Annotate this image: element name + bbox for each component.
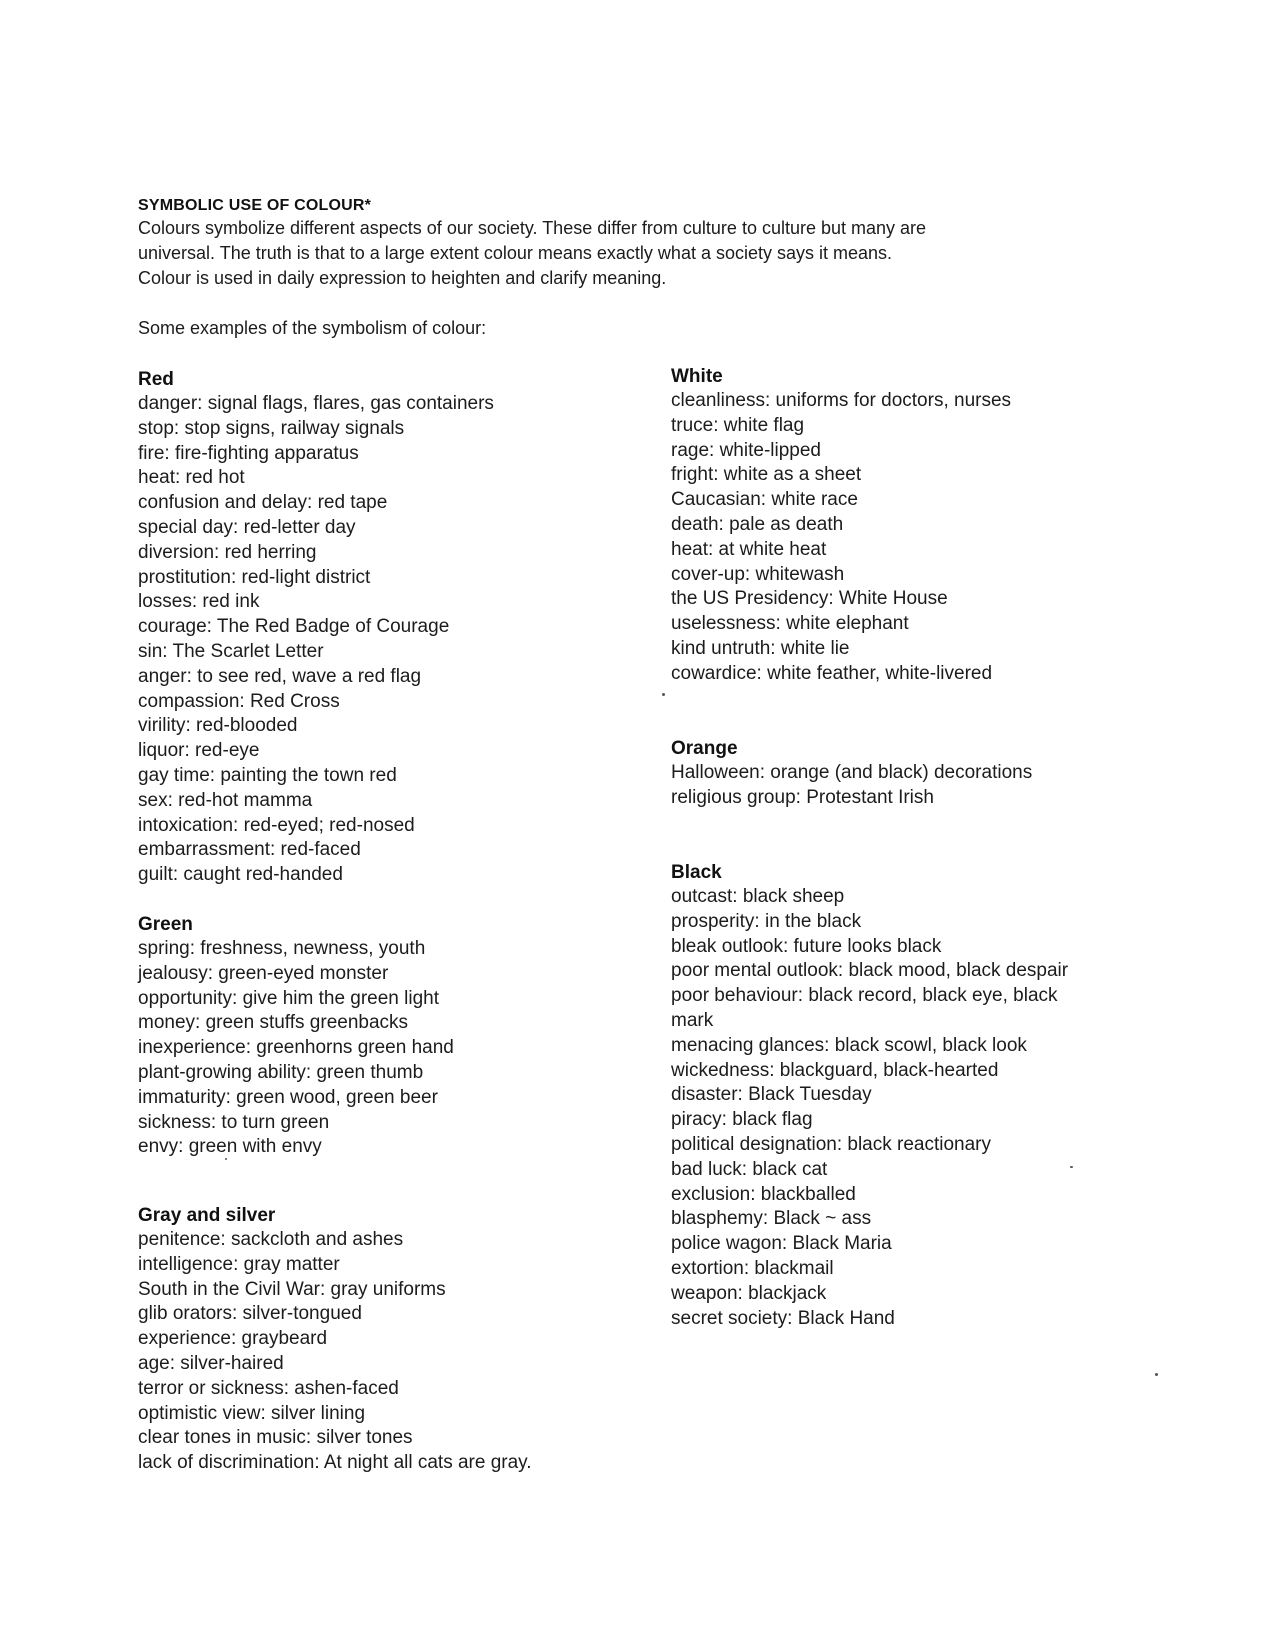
- list-item: opportunity: give him the green light: [138, 987, 440, 1009]
- list-item: rage: white-lipped: [671, 439, 821, 461]
- list-item: fire: fire-fighting apparatus: [138, 442, 359, 464]
- list-item: optimistic view: silver lining: [138, 1402, 366, 1424]
- list-item: political designation: black reactionary: [671, 1133, 992, 1155]
- intro-line: universal. The truth is that to a large extent colour means exactly what a society says it means.: [138, 243, 893, 263]
- scan-speck: [662, 693, 665, 696]
- section-orange: [671, 736, 1032, 811]
- list-item: liquor: red-eye: [138, 740, 260, 762]
- list-item: losses: red ink: [138, 591, 260, 613]
- list-item: immaturity: green wood, green beer: [138, 1086, 438, 1108]
- list-item: poor mental outlook: black mood, black despair: [671, 960, 1069, 982]
- list-item: bad luck: black cat: [671, 1158, 828, 1180]
- list-item: plant-growing ability: green thumb: [138, 1061, 424, 1083]
- list-item: Halloween: orange (and black) decorations: [671, 762, 1033, 783]
- scan-speck: [1155, 1373, 1158, 1376]
- list-item: outcast: black sheep: [671, 886, 845, 907]
- section-heading-black: Black: [671, 862, 722, 883]
- entry-list-orange: [671, 761, 1032, 811]
- list-item: piracy: black flag: [671, 1109, 813, 1131]
- list-item: danger: signal flags, flares, gas containers: [138, 393, 494, 414]
- examples-lead: Some examples of the symbolism of colour:: [138, 318, 487, 338]
- list-item: guilt: caught red-handed: [138, 864, 343, 886]
- entry-list-white: [671, 389, 1011, 687]
- list-item: gay time: painting the town red: [138, 764, 397, 786]
- list-item: stop: stop signs, railway signals: [138, 417, 405, 439]
- list-item: diversion: red herring: [138, 541, 317, 563]
- list-item: prostitution: red-light district: [138, 566, 371, 588]
- entry-list-green: [138, 937, 454, 1160]
- list-item: envy: green with envy: [138, 1136, 322, 1158]
- list-item: heat: at white heat: [671, 538, 827, 560]
- list-item: extortion: blackmail: [671, 1257, 834, 1279]
- list-item: virility: red-blooded: [138, 715, 298, 737]
- list-item: confusion and delay: red tape: [138, 492, 388, 514]
- section-red: [138, 367, 494, 888]
- list-item: terror or sickness: ashen-faced: [138, 1377, 399, 1399]
- list-item: cover-up: whitewash: [671, 563, 845, 585]
- list-item: poor behaviour: black record, black eye, black mark: [671, 985, 1058, 1031]
- scan-speck: [225, 1158, 227, 1160]
- list-item: fright: white as a sheet: [671, 464, 862, 486]
- list-item: police wagon: Black Maria: [671, 1233, 892, 1255]
- list-item: sex: red-hot mamma: [138, 789, 313, 811]
- section-gray-and-silver: [138, 1203, 532, 1476]
- list-item: heat: red hot: [138, 467, 245, 489]
- list-item: South in the Civil War: gray uniforms: [138, 1278, 446, 1300]
- list-item: sin: The Scarlet Letter: [138, 640, 324, 662]
- list-item: embarrassment: red-faced: [138, 839, 361, 861]
- list-item: courage: The Red Badge of Courage: [138, 616, 450, 638]
- intro-paragraph: [138, 216, 1098, 291]
- list-item: lack of discrimination: At night all cats are gray.: [138, 1452, 532, 1474]
- list-item: jealousy: green-eyed monster: [138, 962, 389, 984]
- entry-list-black: [671, 885, 1101, 1331]
- list-item: glib orators: silver-tongued: [138, 1303, 362, 1325]
- list-item: anger: to see red, wave a red flag: [138, 665, 422, 687]
- list-item: the US Presidency: White House: [671, 588, 948, 610]
- list-item: religious group: Protestant Irish: [671, 786, 934, 808]
- list-item: intoxication: red-eyed; red-nosed: [138, 814, 415, 836]
- section-heading-white: White: [671, 366, 723, 387]
- list-item: money: green stuffs greenbacks: [138, 1012, 409, 1034]
- intro-line: Colours symbolize different aspects of our society. These differ from culture to culture but many are: [138, 218, 927, 238]
- list-item: disaster: Black Tuesday: [671, 1084, 872, 1106]
- section-heading-red: Red: [138, 369, 174, 390]
- list-item: intelligence: gray matter: [138, 1253, 340, 1275]
- list-item: kind untruth: white lie: [671, 637, 850, 659]
- section-black: [671, 860, 1101, 1331]
- list-item: death: pale as death: [671, 513, 844, 535]
- list-item: sickness: to turn green: [138, 1111, 330, 1133]
- list-item: age: silver-haired: [138, 1352, 284, 1374]
- entry-list-gray-and-silver: [138, 1228, 532, 1476]
- list-item: prosperity: in the black: [671, 910, 862, 932]
- list-item: blasphemy: Black ~ ass: [671, 1208, 872, 1230]
- list-item: special day: red-letter day: [138, 516, 356, 538]
- list-item: experience: graybeard: [138, 1328, 328, 1350]
- entry-list-red: [138, 392, 494, 888]
- list-item: cleanliness: uniforms for doctors, nurses: [671, 390, 1012, 411]
- section-heading-orange: Orange: [671, 738, 738, 759]
- list-item: wickedness: blackguard, black-hearted: [671, 1059, 999, 1081]
- section-heading-gray-and-silver: Gray and silver: [138, 1205, 276, 1226]
- list-item: bleak outlook: future looks black: [671, 935, 942, 957]
- list-item: spring: freshness, newness, youth: [138, 938, 426, 959]
- list-item: cowardice: white feather, white-livered: [671, 662, 993, 684]
- list-item: truce: white flag: [671, 414, 805, 436]
- section-white: [671, 364, 1011, 687]
- list-item: Caucasian: white race: [671, 489, 858, 511]
- list-item: compassion: Red Cross: [138, 690, 340, 712]
- intro-line: Colour is used in daily expression to heighten and clarify meaning.: [138, 268, 667, 288]
- list-item: menacing glances: black scowl, black look: [671, 1034, 1027, 1056]
- list-item: exclusion: blackballed: [671, 1183, 856, 1205]
- list-item: secret society: Black Hand: [671, 1307, 895, 1329]
- section-heading-green: Green: [138, 914, 193, 935]
- list-item: inexperience: greenhorns green hand: [138, 1037, 454, 1059]
- document-title: SYMBOLIC USE OF COLOUR*: [138, 197, 372, 214]
- list-item: uselessness: white elephant: [671, 613, 909, 635]
- list-item: penitence: sackcloth and ashes: [138, 1229, 404, 1250]
- scan-speck: [1070, 1166, 1073, 1168]
- list-item: weapon: blackjack: [671, 1282, 827, 1304]
- section-green: [138, 912, 454, 1160]
- list-item: clear tones in music: silver tones: [138, 1427, 413, 1449]
